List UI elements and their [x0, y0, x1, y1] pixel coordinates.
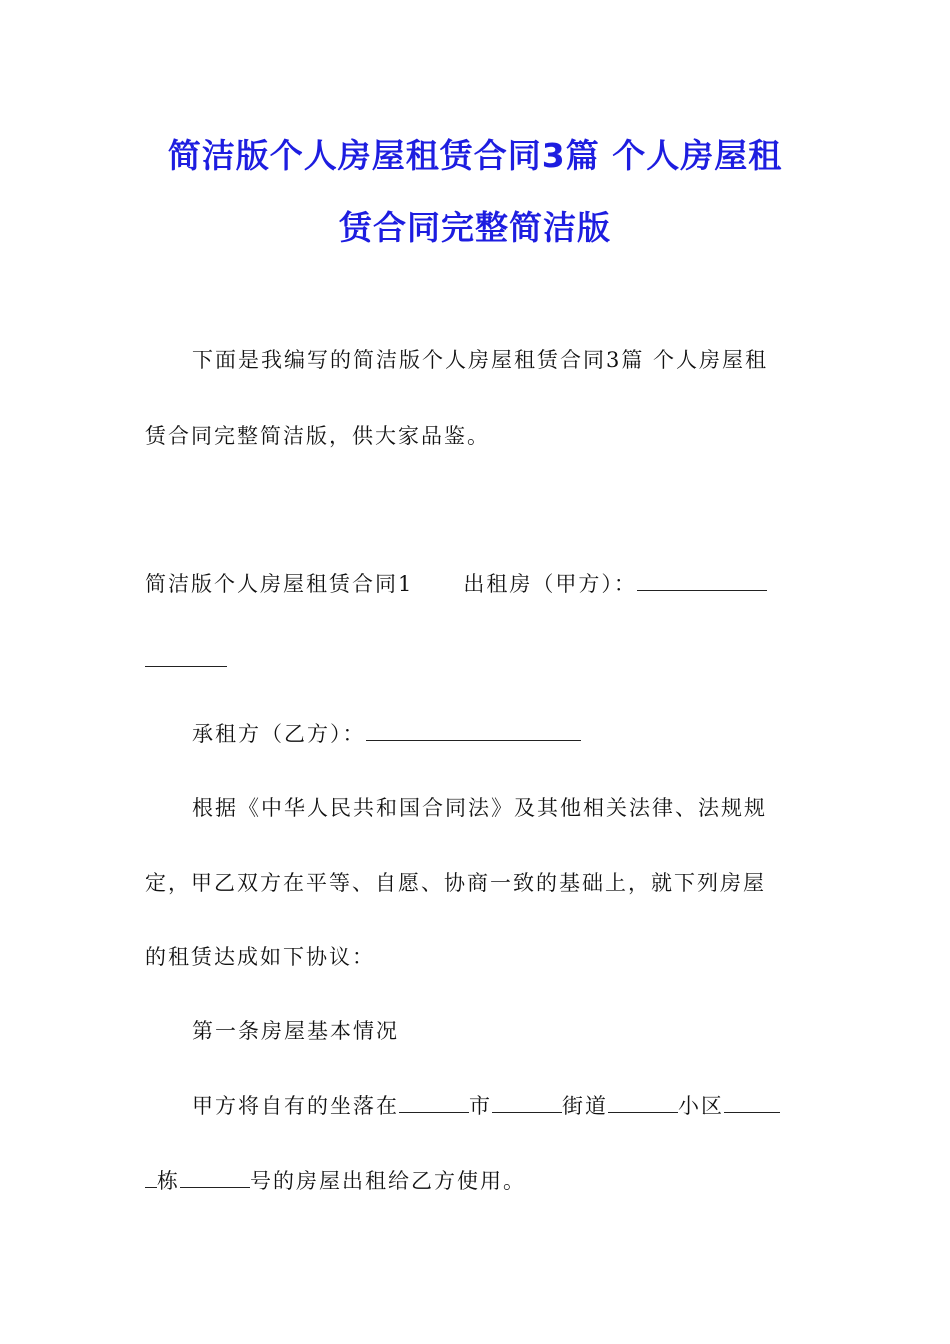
city-blank	[399, 1092, 469, 1113]
lessee-label: 承租方（乙方）：	[192, 722, 366, 746]
article-1-line-1	[192, 1092, 780, 1120]
article-1-ending: 号的房屋出租给乙方使用。	[250, 1169, 526, 1193]
basis-paragraph-line-3: 的租赁达成如下协议：	[145, 945, 375, 969]
basis-paragraph-line-2: 定，甲乙双方在平等、自愿、协商一致的基础上，就下列房屋	[145, 871, 766, 895]
article-1-title: 第一条房屋基本情况	[192, 1019, 399, 1043]
lessee-blank	[366, 720, 581, 741]
building-blank	[724, 1092, 780, 1113]
contract-heading: 简洁版个人房屋租赁合同1	[145, 572, 414, 596]
unit-blank	[180, 1167, 250, 1188]
lessor-blank-tail	[145, 646, 227, 667]
building-blank-tail	[145, 1167, 157, 1188]
lessee-row	[192, 720, 581, 748]
community-blank	[608, 1092, 678, 1113]
document-title-line-1: 简洁版个人房屋租赁合同3篇 个人房屋租	[167, 136, 783, 175]
contract-heading-row	[145, 570, 767, 598]
community-label: 小区	[678, 1094, 724, 1118]
lessor-blank-continued	[145, 646, 227, 674]
article-1-line-2	[145, 1167, 526, 1195]
street-blank	[492, 1092, 562, 1113]
lessor-label: 出租房（甲方）：	[463, 572, 637, 596]
intro-paragraph-line-2: 赁合同完整简洁版，供大家品鉴。	[145, 424, 490, 448]
lessor-blank	[637, 570, 767, 591]
street-label: 街道	[562, 1094, 608, 1118]
building-label: 栋	[157, 1169, 180, 1193]
article-1-location-prefix: 甲方将自有的坐落在	[192, 1094, 399, 1118]
document-title-line-2: 赁合同完整简洁版	[339, 208, 611, 247]
basis-paragraph-line-1: 根据《中华人民共和国合同法》及其他相关法律、法规规	[192, 796, 767, 820]
city-label: 市	[469, 1094, 492, 1118]
intro-paragraph-line-1: 下面是我编写的简洁版个人房屋租赁合同3篇 个人房屋租	[192, 348, 769, 372]
